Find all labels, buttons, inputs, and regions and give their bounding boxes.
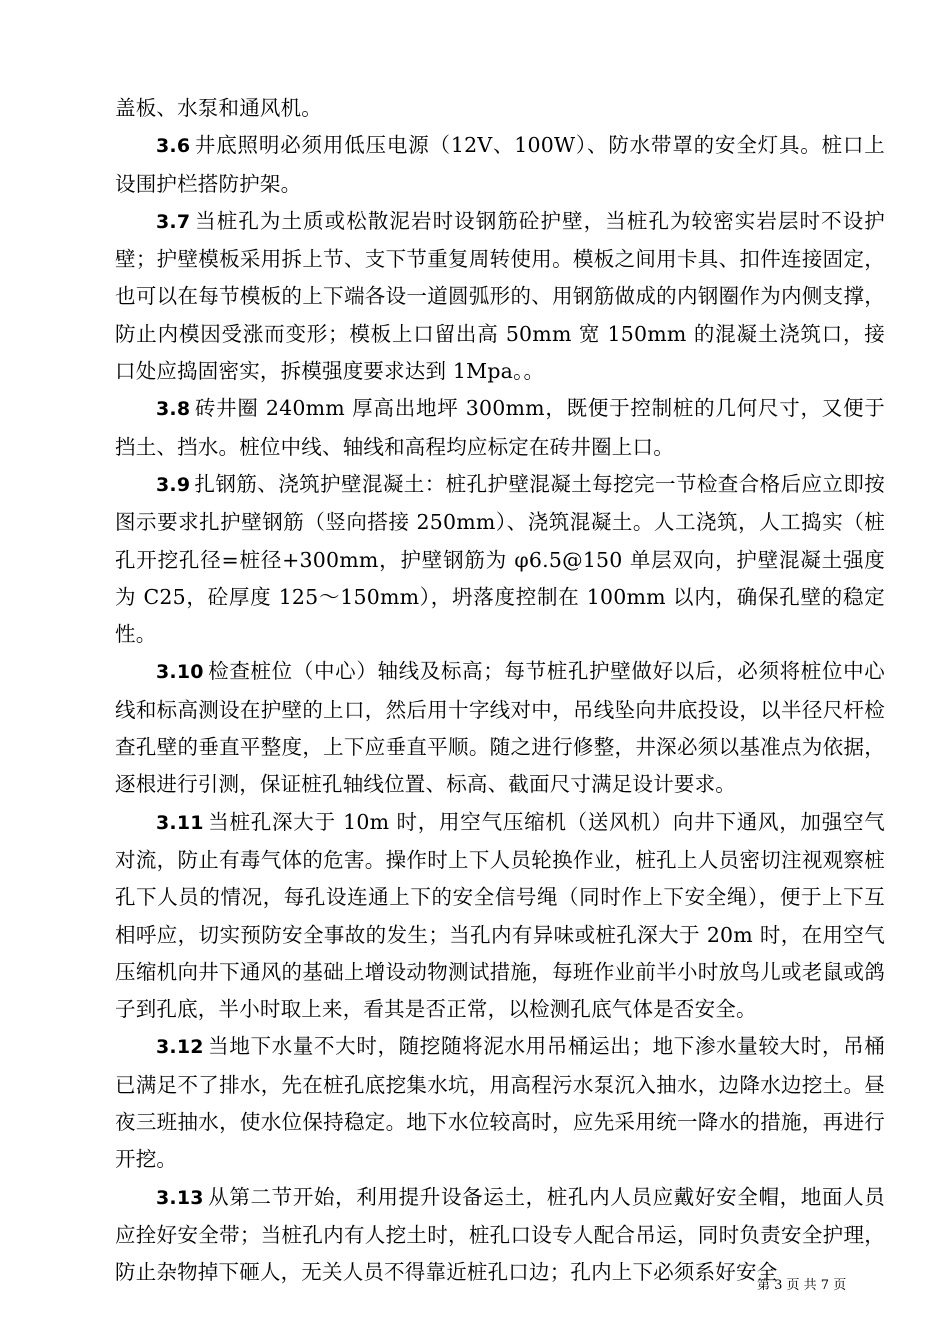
paragraph-3-7	[115, 203, 885, 390]
section-number: 3.12	[156, 1036, 204, 1059]
paragraph-continuation	[115, 90, 885, 127]
section-number: 3.9	[156, 473, 191, 496]
paragraph-text: 当地下水量不大时，随挖随将泥水用吊桶运出；地下渗水量较大时，吊桶已满足不了排水，先在桩孔底挖集水坑，用高程污水泵沉入抽水，边降水边挖土。昼夜三班抽水，使水位保持稳定。地下水位较高时，应先采用统一降水的措施，再进行开挖。	[115, 1034, 885, 1172]
paragraph-text: 扎钢筋、浇筑护壁混凝土：桩孔护壁混凝土每挖完一节检查合格后应立即按图示要求扎护壁钢筋（竖向搭接 250mm）、浇筑混凝土。人工浇筑，人工捣实（桩孔开挖孔径=桩径+300mm，护壁钢筋为 φ6.5@150 单层双向，护壁混凝土强度为 C25，砼厚度 125～150mm），坍落度控制在 100mm 以内，确保孔壁的稳定性。	[115, 471, 885, 647]
paragraph-3-9	[115, 466, 885, 653]
section-number: 3.10	[156, 661, 204, 684]
paragraph-text: 从第二节开始，利用提升设备运土，桩孔内人员应戴好安全帽，地面人员应拴好安全带；当桩孔内有人挖土时，桩孔口设专人配合吊运，同时负责安全护理，防止杂物掉下砸人，无关人员不得靠近桩孔口边；孔内上下必须系好安全	[115, 1184, 885, 1285]
paragraph-text: 井底照明必须用低压电源（12V、100W）、防水带罩的安全灯具。桩口上设围护栏搭防护架。	[115, 133, 885, 196]
section-number: 3.6	[156, 135, 191, 158]
paragraph-3-13	[115, 1179, 885, 1292]
paragraph-3-10	[115, 653, 885, 803]
paragraph-3-8	[115, 390, 885, 466]
section-number: 3.7	[156, 210, 191, 233]
paragraph-text: 盖板、水泵和通风机。	[115, 96, 322, 120]
section-number: 3.13	[156, 1186, 204, 1209]
paragraph-text: 检查桩位（中心）轴线及标高；每节桩孔护壁做好以后，必须将桩位中心线和标高测设在护壁的上口，然后用十字线对中，吊线坠向井底投设，以半径尺杆检查孔壁的垂直平整度，上下应垂直平顺。随之进行修整，井深必须以基准点为依据，逐根进行引测，保证桩孔轴线位置、标高、截面尺寸满足设计要求。	[115, 659, 885, 797]
section-number: 3.8	[156, 398, 191, 421]
page-footer: 第 3 页 共 7 页	[757, 1278, 847, 1293]
paragraph-text: 当桩孔深大于 10m 时，用空气压缩机（送风机）向井下通风，加强空气对流，防止有毒气体的危害。操作时上下人员轮换作业，桩孔上人员密切注视观察桩孔下人员的情况，每孔设连通上下的安全信号绳（同时作上下安全绳），便于上下互相呼应，切实预防安全事故的发生；当孔内有异味或桩孔深大于 20m 时，在用空气压缩机向井下通风的基础上增设动物测试措施，每班作业前半小时放鸟儿或老鼠或鸽子到孔底，半小时取上来，看其是否正常，以检测孔底气体是否安全。	[115, 809, 885, 1022]
paragraph-3-11	[115, 804, 885, 1029]
paragraph-3-6	[115, 127, 885, 203]
document-body	[115, 90, 885, 1292]
paragraph-3-12	[115, 1028, 885, 1178]
paragraph-text: 当桩孔为土质或松散泥岩时设钢筋砼护壁，当桩孔为较密实岩层时不设护壁；护壁模板采用拆上节、支下节重复周转使用。模板之间用卡具、扣件连接固定，也可以在每节模板的上下端各设一道圆弧形的、用钢筋做成的内钢圈作为内侧支撑，防止内模因受涨而变形；模板上口留出高 50mm 宽 150mm 的混凝土浇筑口，接口处应捣固密实，拆模强度要求达到 1Mpa。。	[115, 208, 885, 384]
section-number: 3.11	[156, 811, 204, 834]
paragraph-text: 砖井圈 240mm 厚高出地坪 300mm，既便于控制桩的几何尺寸，又便于挡土、挡水。桩位中线、轴线和高程均应标定在砖井圈上口。	[115, 396, 885, 459]
